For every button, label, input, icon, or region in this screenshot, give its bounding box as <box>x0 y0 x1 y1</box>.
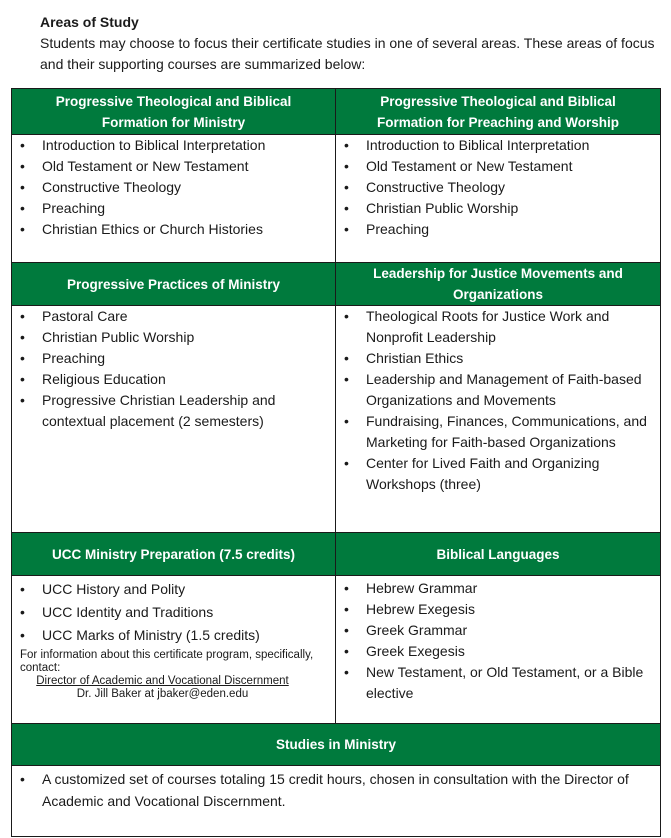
area-header: Leadership for Justice Movements and Organizations <box>336 263 660 306</box>
course-list <box>336 135 660 240</box>
list-item: • Old Testament or New Testament <box>336 156 660 177</box>
area-practices <box>12 263 336 532</box>
list-item: • UCC Marks of Ministry (1.5 credits) <box>12 624 335 647</box>
area-body <box>12 306 335 532</box>
list-item: • Preaching <box>336 219 660 240</box>
intro-paragraph: Students may choose to focus their certificate studies in one of several areas. These areas of focus and their supporting courses are summarized below: <box>40 35 655 72</box>
area-justice <box>336 263 660 532</box>
area-languages <box>336 533 660 723</box>
list-item: • Christian Ethics or Church Histories <box>12 219 335 240</box>
list-item: • Constructive Theology <box>336 177 660 198</box>
list-item: • Introduction to Biblical Interpretation <box>336 135 660 156</box>
list-item: • Center for Lived Faith and Organizing Workshops (three) <box>336 453 660 495</box>
contact-person: Dr. Jill Baker at jbaker@eden.edu <box>76 688 249 700</box>
list-item: • Greek Exegesis <box>336 641 660 662</box>
list-item: • Progressive Christian Leadership and contextual placement (2 semesters) <box>12 390 335 432</box>
area-body <box>12 135 335 262</box>
area-body <box>12 766 660 836</box>
list-item: • Hebrew Grammar <box>336 578 660 599</box>
list-item: • Pastoral Care <box>12 306 335 327</box>
area-body <box>336 135 660 262</box>
course-list <box>336 578 660 704</box>
area-header: Progressive Practices of Ministry <box>12 263 335 306</box>
list-item: • New Testament, or Old Testament, or a Bible elective <box>336 662 660 704</box>
area-formation-preaching <box>336 89 660 262</box>
table-row <box>12 262 660 532</box>
area-body <box>336 576 660 723</box>
list-item: • Christian Public Worship <box>336 198 660 219</box>
list-item: • Greek Grammar <box>336 620 660 641</box>
list-item: • Preaching <box>12 348 335 369</box>
list-item: • Introduction to Biblical Interpretation <box>12 135 335 156</box>
list-item: • A customized set of courses totaling 15 credit hours, chosen in consultation with the Director of Academic and Vocational Discernment. <box>12 768 660 812</box>
area-formation-ministry <box>12 89 336 262</box>
area-header: Progressive Theological and Biblical Formation for Ministry <box>12 89 335 135</box>
list-item: • Fundraising, Finances, Communications, and Marketing for Faith-based Organizations <box>336 411 660 453</box>
list-item: • Hebrew Exegesis <box>336 599 660 620</box>
course-list <box>336 306 660 495</box>
course-list <box>12 135 335 240</box>
area-header: Progressive Theological and Biblical Formation for Preaching and Worship <box>336 89 660 135</box>
list-item: • Leadership and Management of Faith-based Organizations and Movements <box>336 369 660 411</box>
area-body <box>12 576 335 723</box>
contact-role: Director of Academic and Vocational Discernment <box>36 675 289 687</box>
course-list <box>12 306 335 432</box>
area-body <box>336 306 660 532</box>
section-heading: Areas of Study <box>40 14 139 30</box>
table-row <box>12 532 660 723</box>
contact-intro: For information about this certificate program, specifically, contact: <box>20 649 314 674</box>
list-item: • UCC Identity and Traditions <box>12 601 335 624</box>
areas-table <box>11 88 661 837</box>
area-studies <box>12 723 660 836</box>
area-header: Biblical Languages <box>336 533 660 576</box>
list-item: • Old Testament or New Testament <box>12 156 335 177</box>
list-item: • Preaching <box>12 198 335 219</box>
list-item: • UCC History and Polity <box>12 578 335 601</box>
course-list <box>12 578 335 647</box>
contact-info <box>12 649 335 701</box>
table-row <box>12 89 660 262</box>
area-header: Studies in Ministry <box>12 724 660 766</box>
course-list <box>12 768 660 812</box>
list-item: • Christian Public Worship <box>12 327 335 348</box>
list-item: • Christian Ethics <box>336 348 660 369</box>
list-item: • Religious Education <box>12 369 335 390</box>
area-header: UCC Ministry Preparation (7.5 credits) <box>12 533 335 576</box>
intro-section <box>40 14 660 75</box>
area-ucc <box>12 533 336 723</box>
list-item: • Constructive Theology <box>12 177 335 198</box>
list-item: • Theological Roots for Justice Work and Nonprofit Leadership <box>336 306 660 348</box>
